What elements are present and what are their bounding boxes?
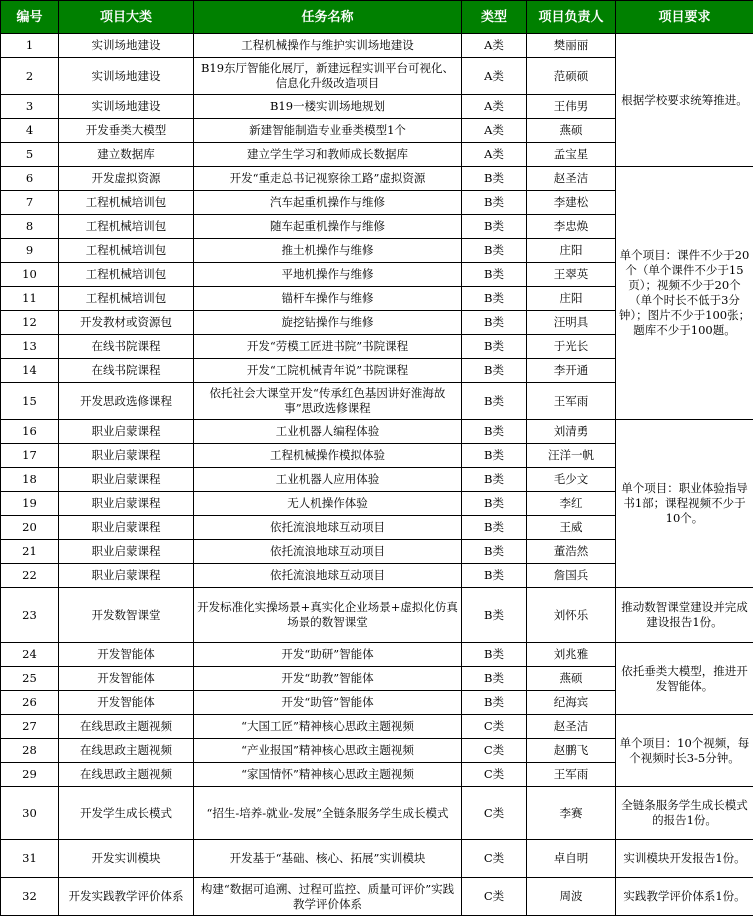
row-number: 5 xyxy=(1,143,59,167)
row-leader: 赵圣洁 xyxy=(527,715,616,739)
row-category: 开发实训模块 xyxy=(59,840,194,878)
row-requirement: 根据学校要求统筹推进。 xyxy=(616,34,753,167)
row-number: 26 xyxy=(1,691,59,715)
row-type: B类 xyxy=(462,444,527,468)
row-number: 3 xyxy=(1,95,59,119)
row-number: 2 xyxy=(1,58,59,95)
row-requirement: 推动数智课堂建设并完成建设报告1份。 xyxy=(616,588,753,643)
row-task: 推土机操作与维修 xyxy=(194,239,462,263)
row-leader: 范硕硕 xyxy=(527,58,616,95)
row-type: A类 xyxy=(462,119,527,143)
row-leader: 李建松 xyxy=(527,191,616,215)
row-category: 开发智能体 xyxy=(59,643,194,667)
row-category: 开发虚拟资源 xyxy=(59,167,194,191)
row-number: 30 xyxy=(1,787,59,840)
row-type: B类 xyxy=(462,383,527,420)
row-leader: 庄阳 xyxy=(527,239,616,263)
row-task: 平地机操作与维修 xyxy=(194,263,462,287)
row-type: B类 xyxy=(462,335,527,359)
row-task: 锚杆车操作与维修 xyxy=(194,287,462,311)
row-type: C类 xyxy=(462,763,527,787)
table-row xyxy=(1,878,753,916)
row-number: 28 xyxy=(1,739,59,763)
row-task: 工程机械操作与维护实训场地建设 xyxy=(194,34,462,58)
row-leader: 王威 xyxy=(527,516,616,540)
row-category: 工程机械培训包 xyxy=(59,215,194,239)
row-number: 29 xyxy=(1,763,59,787)
row-task: 旋挖钻操作与维修 xyxy=(194,311,462,335)
row-type: B类 xyxy=(462,239,527,263)
header-task: 任务名称 xyxy=(194,1,462,34)
row-type: C类 xyxy=(462,840,527,878)
row-leader: 卓自明 xyxy=(527,840,616,878)
row-leader: 燕硕 xyxy=(527,667,616,691)
row-requirement: 全链条服务学生成长模式的报告1份。 xyxy=(616,787,753,840)
header-leader: 项目负责人 xyxy=(527,1,616,34)
row-type: B类 xyxy=(462,492,527,516)
row-leader: 李红 xyxy=(527,492,616,516)
row-task: 汽车起重机操作与维修 xyxy=(194,191,462,215)
row-category: 职业启蒙课程 xyxy=(59,540,194,564)
row-task: B19一楼实训场地规划 xyxy=(194,95,462,119)
row-leader: 李赛 xyxy=(527,787,616,840)
row-number: 6 xyxy=(1,167,59,191)
row-leader: 毛少文 xyxy=(527,468,616,492)
table-row xyxy=(1,167,753,191)
row-number: 10 xyxy=(1,263,59,287)
row-category: 实训场地建设 xyxy=(59,58,194,95)
row-leader: 詹国兵 xyxy=(527,564,616,588)
row-type: B类 xyxy=(462,359,527,383)
row-number: 25 xyxy=(1,667,59,691)
row-type: B类 xyxy=(462,468,527,492)
row-leader: 王军雨 xyxy=(527,763,616,787)
row-number: 32 xyxy=(1,878,59,916)
row-category: 在线思政主题视频 xyxy=(59,739,194,763)
row-task: 开发“重走总书记视察徐工路”虚拟资源 xyxy=(194,167,462,191)
row-type: B类 xyxy=(462,263,527,287)
row-number: 17 xyxy=(1,444,59,468)
row-number: 16 xyxy=(1,420,59,444)
row-category: 实训场地建设 xyxy=(59,34,194,58)
row-leader: 樊丽丽 xyxy=(527,34,616,58)
row-number: 31 xyxy=(1,840,59,878)
row-task: 开发标准化实操场景+真实化企业场景+虚拟化仿真场景的数智课堂 xyxy=(194,588,462,643)
row-number: 23 xyxy=(1,588,59,643)
row-category: 工程机械培训包 xyxy=(59,263,194,287)
header-type: 类型 xyxy=(462,1,527,34)
row-type: A类 xyxy=(462,58,527,95)
row-requirement: 单个项目：职业体验指导书1部；课程视频不少于10个。 xyxy=(616,420,753,588)
row-type: B类 xyxy=(462,667,527,691)
row-number: 8 xyxy=(1,215,59,239)
table-row xyxy=(1,643,753,667)
row-requirement: 单个项目：课件不少于20个（单个课件不少于15页）；视频不少于20个（单个时长不低于3分钟）；图片不少于100张；题库不少于100题。 xyxy=(616,167,753,420)
row-category: 工程机械培训包 xyxy=(59,287,194,311)
row-leader: 刘怀乐 xyxy=(527,588,616,643)
table-row xyxy=(1,787,753,840)
row-task: 工业机器人编程体验 xyxy=(194,420,462,444)
row-number: 1 xyxy=(1,34,59,58)
header-requirement: 项目要求 xyxy=(616,1,753,34)
row-category: 职业启蒙课程 xyxy=(59,492,194,516)
row-category: 在线思政主题视频 xyxy=(59,715,194,739)
row-number: 7 xyxy=(1,191,59,215)
row-category: 在线思政主题视频 xyxy=(59,763,194,787)
row-task: “大国工匠”精神核心思政主题视频 xyxy=(194,715,462,739)
row-task: 依托社会大课堂开发“传承红色基因讲好淮海故事”思政选修课程 xyxy=(194,383,462,420)
row-number: 24 xyxy=(1,643,59,667)
row-number: 11 xyxy=(1,287,59,311)
table-row xyxy=(1,34,753,58)
row-task: 无人机操作体验 xyxy=(194,492,462,516)
row-type: B类 xyxy=(462,420,527,444)
row-category: 在线书院课程 xyxy=(59,359,194,383)
row-category: 开发思政选修课程 xyxy=(59,383,194,420)
row-leader: 纪海宾 xyxy=(527,691,616,715)
row-category: 职业启蒙课程 xyxy=(59,468,194,492)
row-type: B类 xyxy=(462,588,527,643)
row-type: B类 xyxy=(462,311,527,335)
row-task: 依托流浪地球互动项目 xyxy=(194,516,462,540)
row-task: 开发基于“基础、核心、拓展”实训模块 xyxy=(194,840,462,878)
table-row xyxy=(1,588,753,643)
row-task: “招生-培养-就业-发展”全链条服务学生成长模式 xyxy=(194,787,462,840)
row-number: 19 xyxy=(1,492,59,516)
row-number: 21 xyxy=(1,540,59,564)
row-category: 开发学生成长模式 xyxy=(59,787,194,840)
row-category: 建立数据库 xyxy=(59,143,194,167)
row-category: 职业启蒙课程 xyxy=(59,564,194,588)
row-requirement: 实践教学评价体系1份。 xyxy=(616,878,753,916)
row-task: 开发“助研”智能体 xyxy=(194,643,462,667)
row-leader: 王军雨 xyxy=(527,383,616,420)
row-task: 随车起重机操作与维修 xyxy=(194,215,462,239)
row-task: “家国情怀”精神核心思政主题视频 xyxy=(194,763,462,787)
row-task: “产业报国”精神核心思政主题视频 xyxy=(194,739,462,763)
row-leader: 刘兆雅 xyxy=(527,643,616,667)
row-type: C类 xyxy=(462,739,527,763)
row-task: 依托流浪地球互动项目 xyxy=(194,540,462,564)
row-type: C类 xyxy=(462,787,527,840)
row-leader: 刘清勇 xyxy=(527,420,616,444)
row-number: 15 xyxy=(1,383,59,420)
row-type: B类 xyxy=(462,516,527,540)
row-task: 开发“工院机械青年说”书院课程 xyxy=(194,359,462,383)
row-category: 实训场地建设 xyxy=(59,95,194,119)
row-leader: 燕硕 xyxy=(527,119,616,143)
row-number: 27 xyxy=(1,715,59,739)
row-task: B19东厅智能化展厅，新建远程实训平台可视化、信息化升级改造项目 xyxy=(194,58,462,95)
row-leader: 李开通 xyxy=(527,359,616,383)
row-category: 开发实践教学评价体系 xyxy=(59,878,194,916)
row-type: B类 xyxy=(462,191,527,215)
row-leader: 王伟男 xyxy=(527,95,616,119)
row-number: 14 xyxy=(1,359,59,383)
row-category: 开发智能体 xyxy=(59,667,194,691)
row-category: 职业启蒙课程 xyxy=(59,420,194,444)
row-number: 22 xyxy=(1,564,59,588)
row-requirement: 实训模块开发报告1份。 xyxy=(616,840,753,878)
row-category: 开发数智课堂 xyxy=(59,588,194,643)
row-leader: 董浩然 xyxy=(527,540,616,564)
row-number: 12 xyxy=(1,311,59,335)
row-leader: 孟宝星 xyxy=(527,143,616,167)
row-type: B类 xyxy=(462,643,527,667)
row-leader: 赵圣洁 xyxy=(527,167,616,191)
row-category: 开发教材或资源包 xyxy=(59,311,194,335)
row-task: 新建智能制造专业垂类模型1个 xyxy=(194,119,462,143)
row-number: 13 xyxy=(1,335,59,359)
row-type: B类 xyxy=(462,564,527,588)
row-category: 工程机械培训包 xyxy=(59,191,194,215)
row-type: A类 xyxy=(462,34,527,58)
row-task: 开发“助教”智能体 xyxy=(194,667,462,691)
row-task: 构建“数据可追溯、过程可监控、质量可评价”实践教学评价体系 xyxy=(194,878,462,916)
row-requirement: 单个项目：10个视频，每个视频时长3-5分钟。 xyxy=(616,715,753,787)
header-category: 项目大类 xyxy=(59,1,194,34)
row-category: 职业启蒙课程 xyxy=(59,516,194,540)
table-body xyxy=(1,34,753,916)
table-row xyxy=(1,840,753,878)
row-task: 开发“劳模工匠进书院”书院课程 xyxy=(194,335,462,359)
row-task: 工业机器人应用体验 xyxy=(194,468,462,492)
row-leader: 汪明具 xyxy=(527,311,616,335)
table-row xyxy=(1,420,753,444)
row-type: C类 xyxy=(462,715,527,739)
row-number: 20 xyxy=(1,516,59,540)
row-category: 工程机械培训包 xyxy=(59,239,194,263)
row-type: B类 xyxy=(462,540,527,564)
row-type: B类 xyxy=(462,215,527,239)
row-leader: 于光长 xyxy=(527,335,616,359)
row-number: 18 xyxy=(1,468,59,492)
row-leader: 赵鹏飞 xyxy=(527,739,616,763)
row-task: 建立学生学习和教师成长数据库 xyxy=(194,143,462,167)
table-header-row xyxy=(1,1,753,34)
row-number: 9 xyxy=(1,239,59,263)
row-leader: 庄阳 xyxy=(527,287,616,311)
row-task: 依托流浪地球互动项目 xyxy=(194,564,462,588)
row-category: 开发智能体 xyxy=(59,691,194,715)
row-requirement: 依托垂类大模型，推进开发智能体。 xyxy=(616,643,753,715)
row-task: 工程机械操作模拟体验 xyxy=(194,444,462,468)
row-leader: 周波 xyxy=(527,878,616,916)
row-leader: 王翠英 xyxy=(527,263,616,287)
row-number: 4 xyxy=(1,119,59,143)
row-type: B类 xyxy=(462,691,527,715)
row-category: 开发垂类大模型 xyxy=(59,119,194,143)
row-leader: 李忠焕 xyxy=(527,215,616,239)
row-leader: 汪洋一帆 xyxy=(527,444,616,468)
row-type: B类 xyxy=(462,167,527,191)
table-row xyxy=(1,715,753,739)
row-category: 职业启蒙课程 xyxy=(59,444,194,468)
row-type: A类 xyxy=(462,95,527,119)
row-type: A类 xyxy=(462,143,527,167)
row-type: B类 xyxy=(462,287,527,311)
row-task: 开发“助管”智能体 xyxy=(194,691,462,715)
row-type: C类 xyxy=(462,878,527,916)
row-category: 在线书院课程 xyxy=(59,335,194,359)
header-no: 编号 xyxy=(1,1,59,34)
